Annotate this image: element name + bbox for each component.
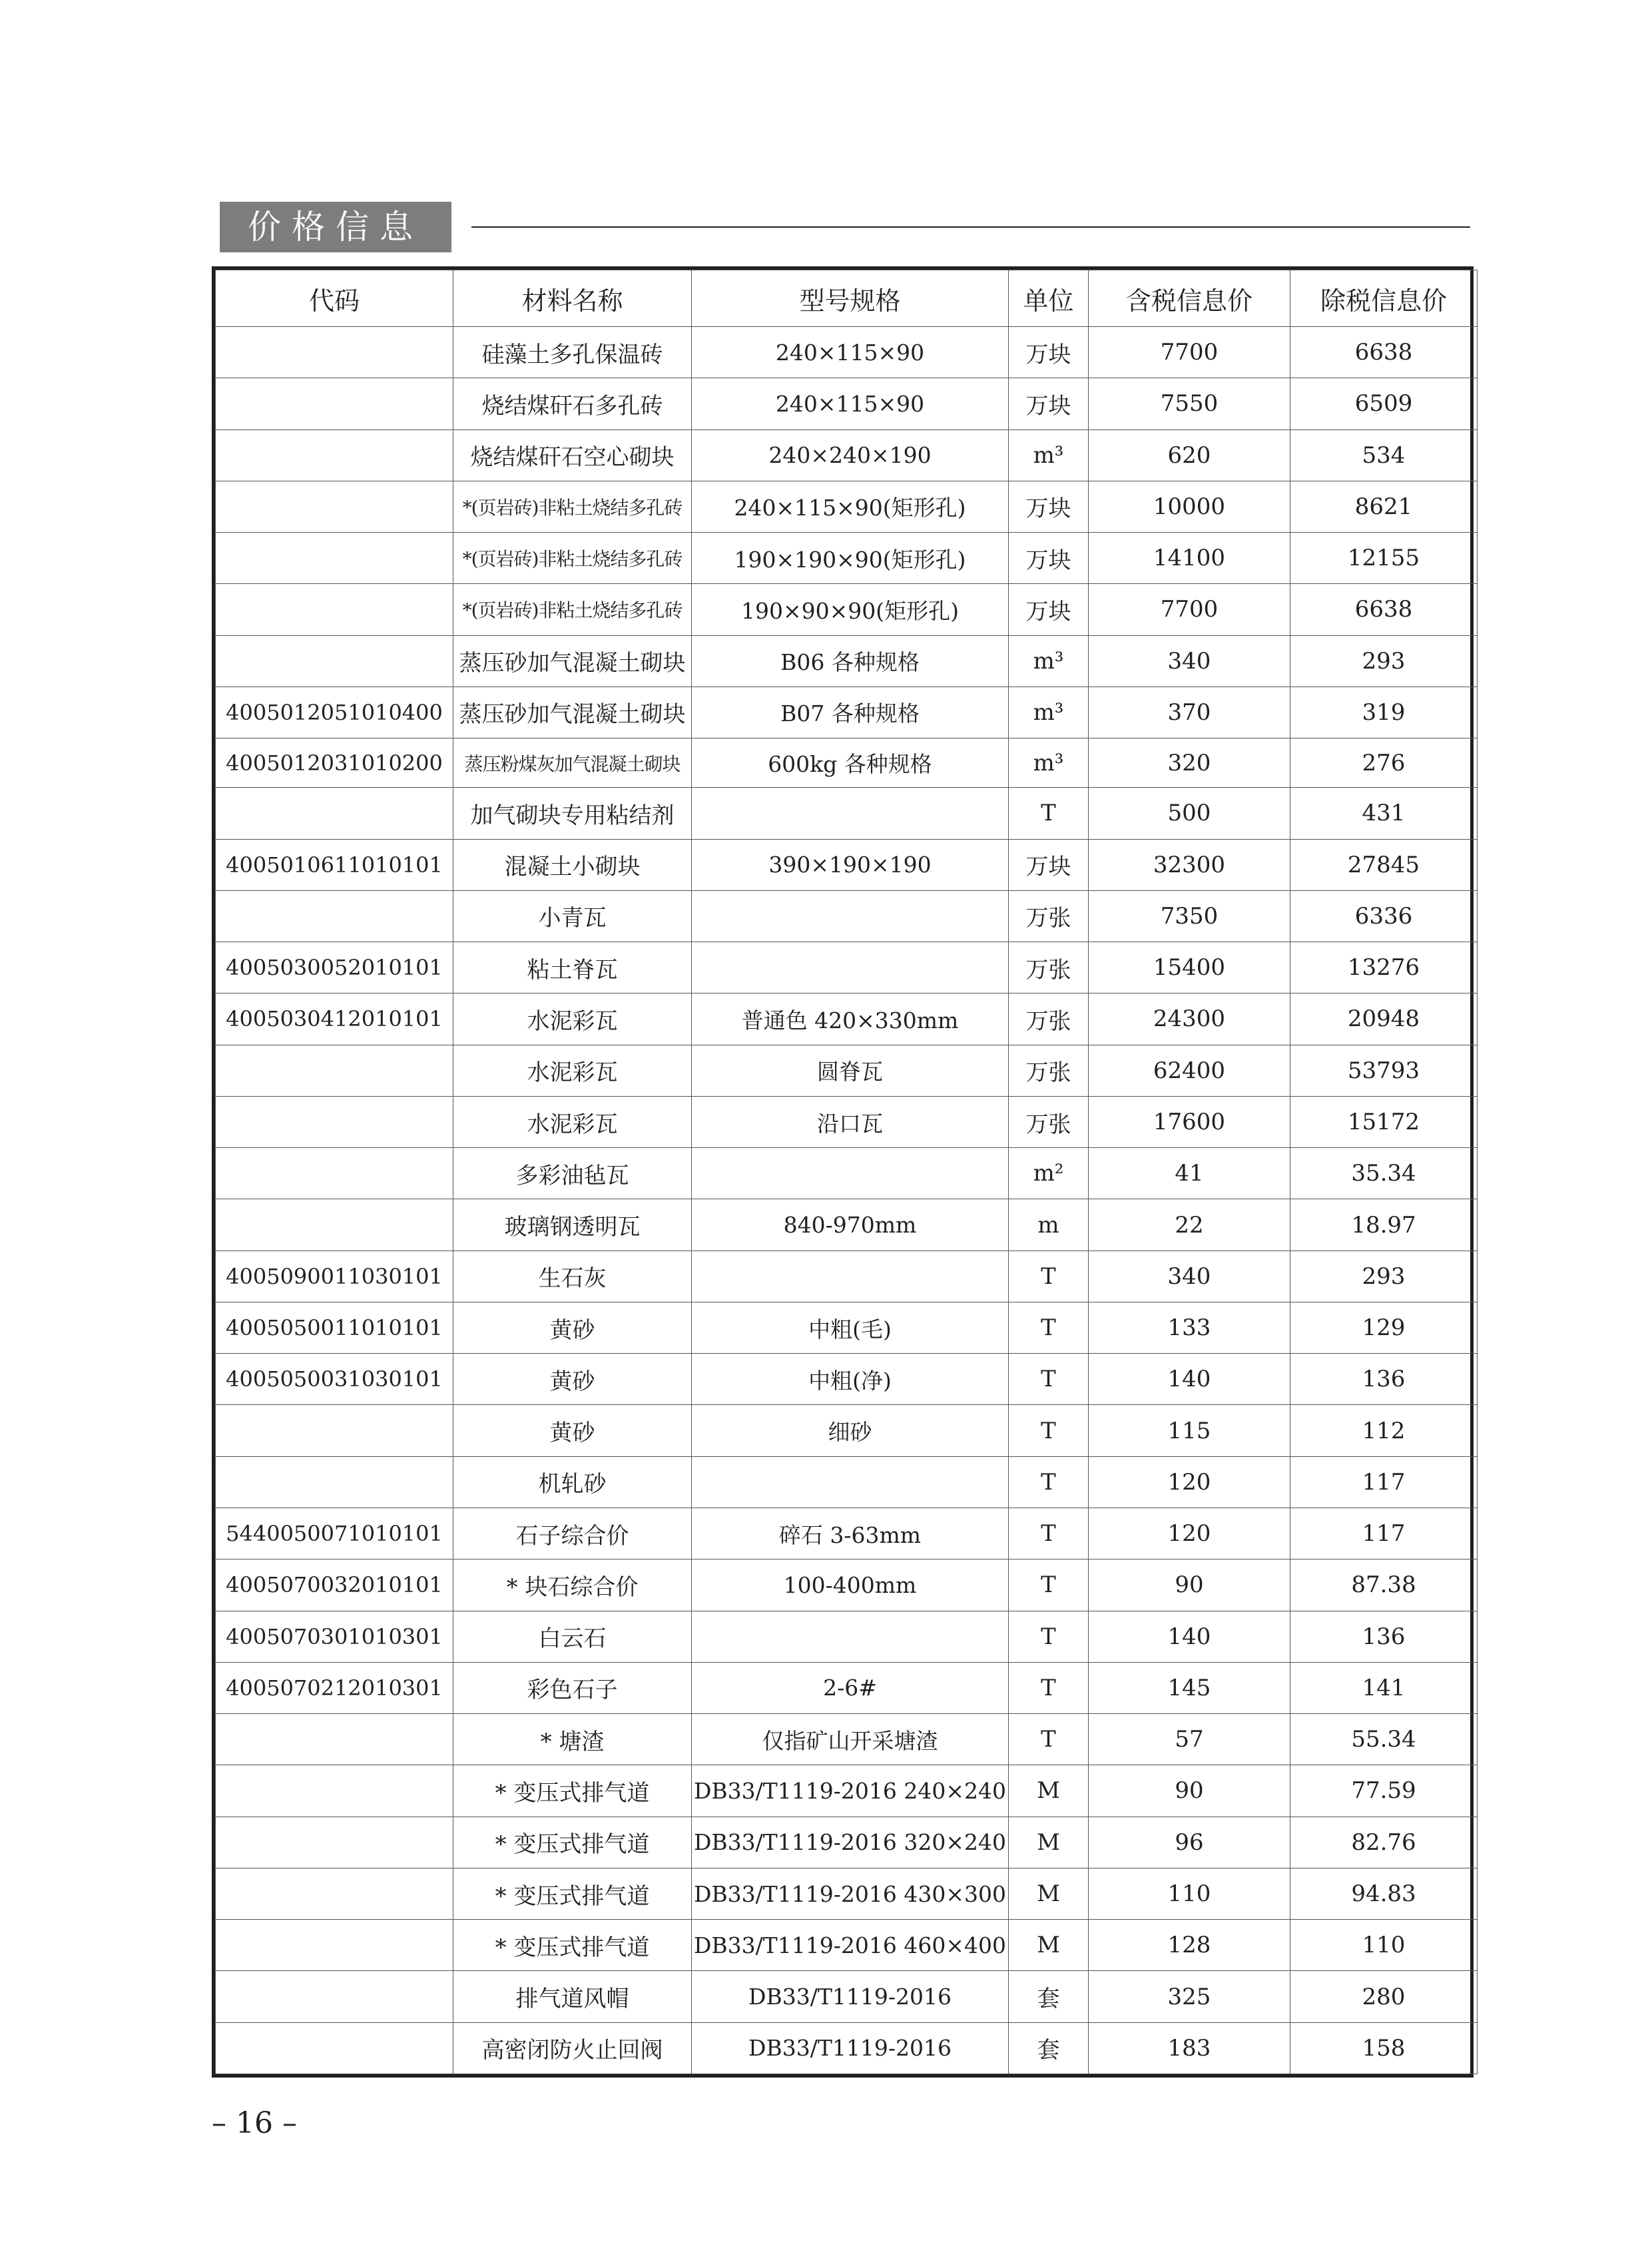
cell-tax-excluded-price: 117	[1290, 1508, 1478, 1559]
cell-unit: m³	[1009, 635, 1089, 687]
cell-unit: m³	[1009, 429, 1089, 481]
price-table	[215, 270, 1478, 2074]
cell-tax-excluded-price: 55.34	[1290, 1714, 1478, 1765]
cell-spec: 240×115×90(矩形孔)	[692, 481, 1009, 532]
cell-tax-included-price: 90	[1089, 1559, 1290, 1611]
cell-spec: DB33/T1119-2016 240×240	[692, 1765, 1009, 1817]
cell-tax-included-price: 320	[1089, 738, 1290, 788]
cell-tax-excluded-price: 6638	[1290, 327, 1478, 378]
cell-code	[216, 1817, 453, 1868]
cell-unit: m	[1009, 1199, 1089, 1251]
cell-unit: 万块	[1009, 584, 1089, 635]
cell-unit: 万块	[1009, 533, 1089, 584]
cell-material-name: 黄砂	[453, 1405, 692, 1456]
cell-material-name: * 变压式排气道	[453, 1765, 692, 1817]
cell-material-name: 排气道风帽	[453, 1971, 692, 2022]
table-row	[216, 1508, 1478, 1559]
cell-material-name: * 块石综合价	[453, 1559, 692, 1611]
header-tax-included-price: 含税信息价	[1089, 270, 1290, 327]
table-row	[216, 1251, 1478, 1302]
cell-material-name: 生石灰	[453, 1251, 692, 1302]
cell-tax-excluded-price: 293	[1290, 1251, 1478, 1302]
cell-spec	[692, 942, 1009, 993]
cell-spec: 仅指矿山开采塘渣	[692, 1714, 1009, 1765]
cell-unit: 万张	[1009, 942, 1089, 993]
cell-tax-excluded-price: 20948	[1290, 993, 1478, 1045]
cell-material-name: 高密闭防火止回阀	[453, 2022, 692, 2074]
table-row	[216, 1559, 1478, 1611]
cell-tax-excluded-price: 6336	[1290, 890, 1478, 942]
cell-material-name: * 变压式排气道	[453, 1920, 692, 1971]
cell-tax-included-price: 14100	[1089, 533, 1290, 584]
cell-tax-included-price: 10000	[1089, 481, 1290, 532]
cell-material-name: 机轧砂	[453, 1456, 692, 1508]
table-row	[216, 890, 1478, 942]
cell-tax-excluded-price: 53793	[1290, 1045, 1478, 1096]
cell-material-name: * 塘渣	[453, 1714, 692, 1765]
header-unit: 单位	[1009, 270, 1089, 327]
cell-unit: T	[1009, 1611, 1089, 1662]
table-row	[216, 839, 1478, 890]
cell-tax-included-price: 340	[1089, 1251, 1290, 1302]
cell-tax-excluded-price: 112	[1290, 1405, 1478, 1456]
cell-tax-excluded-price: 319	[1290, 687, 1478, 738]
cell-tax-included-price: 140	[1089, 1354, 1290, 1405]
cell-tax-included-price: 183	[1089, 2022, 1290, 2074]
table-row	[216, 1148, 1478, 1199]
cell-tax-excluded-price: 27845	[1290, 839, 1478, 890]
cell-tax-excluded-price: 8621	[1290, 481, 1478, 532]
cell-spec: 190×190×90(矩形孔)	[692, 533, 1009, 584]
cell-unit: T	[1009, 1354, 1089, 1405]
cell-tax-excluded-price: 136	[1290, 1611, 1478, 1662]
table-row	[216, 1868, 1478, 1919]
cell-spec	[692, 1148, 1009, 1199]
cell-material-name: * 变压式排气道	[453, 1817, 692, 1868]
cell-unit: T	[1009, 1302, 1089, 1353]
table-row	[216, 1354, 1478, 1405]
header-code: 代码	[216, 270, 453, 327]
cell-tax-included-price: 7700	[1089, 584, 1290, 635]
cell-material-name: 黄砂	[453, 1354, 692, 1405]
cell-spec: 390×190×190	[692, 839, 1009, 890]
cell-tax-included-price: 17600	[1089, 1096, 1290, 1147]
cell-tax-excluded-price: 141	[1290, 1662, 1478, 1713]
cell-tax-included-price: 325	[1089, 1971, 1290, 2022]
cell-unit: M	[1009, 1920, 1089, 1971]
cell-material-name: 小青瓦	[453, 890, 692, 942]
cell-tax-excluded-price: 280	[1290, 1971, 1478, 2022]
cell-material-name: 蒸压粉煤灰加气混凝土砌块	[453, 738, 692, 788]
cell-code: 4005090011030101	[216, 1251, 453, 1302]
cell-code	[216, 2022, 453, 2074]
cell-material-name: 混凝土小砌块	[453, 839, 692, 890]
cell-tax-excluded-price: 94.83	[1290, 1868, 1478, 1919]
cell-unit: T	[1009, 1508, 1089, 1559]
table-body	[216, 327, 1478, 2074]
cell-tax-included-price: 57	[1089, 1714, 1290, 1765]
cell-code	[216, 1971, 453, 2022]
cell-code: 4005070032010101	[216, 1559, 453, 1611]
cell-tax-excluded-price: 6509	[1290, 378, 1478, 429]
cell-code	[216, 1765, 453, 1817]
cell-spec	[692, 1611, 1009, 1662]
cell-code	[216, 1405, 453, 1456]
cell-tax-included-price: 41	[1089, 1148, 1290, 1199]
cell-unit: M	[1009, 1868, 1089, 1919]
cell-spec: 240×240×190	[692, 429, 1009, 481]
cell-tax-included-price: 120	[1089, 1508, 1290, 1559]
cell-unit: 万块	[1009, 481, 1089, 532]
cell-tax-excluded-price: 35.34	[1290, 1148, 1478, 1199]
section-header	[220, 202, 1470, 252]
cell-tax-included-price: 133	[1089, 1302, 1290, 1353]
table-row	[216, 942, 1478, 993]
table-row	[216, 429, 1478, 481]
cell-spec: 190×90×90(矩形孔)	[692, 584, 1009, 635]
cell-material-name: 黄砂	[453, 1302, 692, 1353]
cell-material-name: 蒸压砂加气混凝土砌块	[453, 687, 692, 738]
table-row	[216, 1971, 1478, 2022]
cell-tax-included-price: 7700	[1089, 327, 1290, 378]
cell-spec: 圆脊瓦	[692, 1045, 1009, 1096]
cell-code	[216, 481, 453, 532]
cell-unit: T	[1009, 1714, 1089, 1765]
cell-unit: T	[1009, 1251, 1089, 1302]
cell-tax-excluded-price: 293	[1290, 635, 1478, 687]
section-rule	[471, 226, 1470, 228]
cell-tax-included-price: 115	[1089, 1405, 1290, 1456]
table-row	[216, 1662, 1478, 1713]
cell-material-name: 水泥彩瓦	[453, 1096, 692, 1147]
cell-tax-included-price: 120	[1089, 1456, 1290, 1508]
cell-code	[216, 1199, 453, 1251]
cell-tax-included-price: 140	[1089, 1611, 1290, 1662]
cell-spec: 中粗(毛)	[692, 1302, 1009, 1353]
cell-spec: 中粗(净)	[692, 1354, 1009, 1405]
table-row	[216, 1199, 1478, 1251]
cell-spec	[692, 890, 1009, 942]
cell-tax-excluded-price: 6638	[1290, 584, 1478, 635]
cell-tax-included-price: 96	[1089, 1817, 1290, 1868]
cell-tax-excluded-price: 117	[1290, 1456, 1478, 1508]
cell-material-name: 烧结煤矸石多孔砖	[453, 378, 692, 429]
cell-code: 4005012051010400	[216, 687, 453, 738]
cell-spec: B06 各种规格	[692, 635, 1009, 687]
cell-unit: 万张	[1009, 1045, 1089, 1096]
cell-tax-included-price: 32300	[1089, 839, 1290, 890]
cell-tax-excluded-price: 129	[1290, 1302, 1478, 1353]
cell-tax-excluded-price: 13276	[1290, 942, 1478, 993]
cell-code: 4005030412010101	[216, 993, 453, 1045]
cell-code	[216, 1714, 453, 1765]
cell-material-name: 加气砌块专用粘结剂	[453, 788, 692, 839]
cell-code	[216, 1456, 453, 1508]
table-row	[216, 788, 1478, 839]
cell-unit: 万块	[1009, 378, 1089, 429]
cell-unit: 万块	[1009, 327, 1089, 378]
cell-spec	[692, 1456, 1009, 1508]
cell-spec: B07 各种规格	[692, 687, 1009, 738]
cell-material-name: 石子综合价	[453, 1508, 692, 1559]
cell-code	[216, 1045, 453, 1096]
cell-material-name: 蒸压砂加气混凝土砌块	[453, 635, 692, 687]
cell-unit: 套	[1009, 2022, 1089, 2074]
cell-tax-included-price: 24300	[1089, 993, 1290, 1045]
table-row	[216, 1045, 1478, 1096]
cell-spec: 细砂	[692, 1405, 1009, 1456]
cell-code	[216, 635, 453, 687]
table-row	[216, 738, 1478, 788]
cell-code	[216, 1868, 453, 1919]
table-row	[216, 1456, 1478, 1508]
table-row	[216, 481, 1478, 532]
table-row	[216, 2022, 1478, 2074]
cell-tax-included-price: 7550	[1089, 378, 1290, 429]
cell-unit: T	[1009, 1559, 1089, 1611]
cell-tax-included-price: 500	[1089, 788, 1290, 839]
table-row	[216, 1920, 1478, 1971]
cell-code	[216, 533, 453, 584]
cell-material-name: 彩色石子	[453, 1662, 692, 1713]
cell-unit: 万张	[1009, 1096, 1089, 1147]
cell-tax-excluded-price: 77.59	[1290, 1765, 1478, 1817]
cell-tax-excluded-price: 82.76	[1290, 1817, 1478, 1868]
cell-spec: 2-6#	[692, 1662, 1009, 1713]
cell-code: 4005050031030101	[216, 1354, 453, 1405]
cell-material-name: 白云石	[453, 1611, 692, 1662]
cell-code: 4005070212010301	[216, 1662, 453, 1713]
cell-tax-included-price: 7350	[1089, 890, 1290, 942]
table-row	[216, 378, 1478, 429]
table-row	[216, 533, 1478, 584]
header-material-name: 材料名称	[453, 270, 692, 327]
table-row	[216, 584, 1478, 635]
cell-tax-included-price: 340	[1089, 635, 1290, 687]
cell-unit: M	[1009, 1765, 1089, 1817]
cell-spec: DB33/T1119-2016 320×240	[692, 1817, 1009, 1868]
cell-tax-included-price: 128	[1089, 1920, 1290, 1971]
cell-code	[216, 1920, 453, 1971]
section-title: 价格信息	[220, 202, 451, 252]
cell-tax-excluded-price: 87.38	[1290, 1559, 1478, 1611]
cell-material-name: 粘土脊瓦	[453, 942, 692, 993]
cell-tax-included-price: 145	[1089, 1662, 1290, 1713]
cell-material-name: 玻璃钢透明瓦	[453, 1199, 692, 1251]
cell-unit: m²	[1009, 1148, 1089, 1199]
cell-unit: m³	[1009, 738, 1089, 788]
cell-spec	[692, 788, 1009, 839]
cell-unit: m³	[1009, 687, 1089, 738]
cell-tax-included-price: 15400	[1089, 942, 1290, 993]
cell-tax-excluded-price: 110	[1290, 1920, 1478, 1971]
table-header-row	[216, 270, 1478, 327]
cell-material-name: 水泥彩瓦	[453, 1045, 692, 1096]
cell-code: 4005030052010101	[216, 942, 453, 993]
table-row	[216, 1817, 1478, 1868]
cell-material-name: 水泥彩瓦	[453, 993, 692, 1045]
cell-material-name: 硅藻土多孔保温砖	[453, 327, 692, 378]
cell-spec: 240×115×90	[692, 378, 1009, 429]
cell-material-name: 烧结煤矸石空心砌块	[453, 429, 692, 481]
cell-tax-excluded-price: 15172	[1290, 1096, 1478, 1147]
cell-code: 4005012031010200	[216, 738, 453, 788]
cell-spec: 100-400mm	[692, 1559, 1009, 1611]
table-row	[216, 1611, 1478, 1662]
cell-code: 4005070301010301	[216, 1611, 453, 1662]
cell-spec: DB33/T1119-2016	[692, 2022, 1009, 2074]
cell-spec: 240×115×90	[692, 327, 1009, 378]
table-row	[216, 687, 1478, 738]
cell-spec	[692, 1251, 1009, 1302]
cell-spec: 碎石 3-63mm	[692, 1508, 1009, 1559]
cell-tax-excluded-price: 136	[1290, 1354, 1478, 1405]
cell-material-name: * 变压式排气道	[453, 1868, 692, 1919]
cell-unit: T	[1009, 1662, 1089, 1713]
cell-unit: T	[1009, 1405, 1089, 1456]
table-row	[216, 327, 1478, 378]
cell-tax-excluded-price: 276	[1290, 738, 1478, 788]
cell-tax-included-price: 90	[1089, 1765, 1290, 1817]
cell-material-name: 多彩油毡瓦	[453, 1148, 692, 1199]
cell-tax-excluded-price: 158	[1290, 2022, 1478, 2074]
cell-spec: DB33/T1119-2016 460×400	[692, 1920, 1009, 1971]
cell-spec: 840-970mm	[692, 1199, 1009, 1251]
cell-tax-included-price: 22	[1089, 1199, 1290, 1251]
cell-tax-excluded-price: 18.97	[1290, 1199, 1478, 1251]
cell-unit: T	[1009, 1456, 1089, 1508]
table-row	[216, 635, 1478, 687]
cell-material-name: *(页岩砖)非粘土烧结多孔砖	[453, 533, 692, 584]
cell-unit: 万张	[1009, 993, 1089, 1045]
cell-unit: 万块	[1009, 839, 1089, 890]
table-row	[216, 1765, 1478, 1817]
cell-tax-included-price: 370	[1089, 687, 1290, 738]
cell-code: 5440050071010101	[216, 1508, 453, 1559]
cell-code: 4005010611010101	[216, 839, 453, 890]
table-row	[216, 993, 1478, 1045]
cell-unit: 套	[1009, 1971, 1089, 2022]
cell-spec: 600kg 各种规格	[692, 738, 1009, 788]
table-row	[216, 1302, 1478, 1353]
table-row	[216, 1714, 1478, 1765]
cell-material-name: *(页岩砖)非粘土烧结多孔砖	[453, 481, 692, 532]
cell-tax-excluded-price: 12155	[1290, 533, 1478, 584]
page-number: – 16 –	[212, 2106, 297, 2140]
cell-unit: 万张	[1009, 890, 1089, 942]
cell-tax-included-price: 620	[1089, 429, 1290, 481]
header-tax-excluded-price: 除税信息价	[1290, 270, 1478, 327]
cell-spec: 沿口瓦	[692, 1096, 1009, 1147]
cell-spec: DB33/T1119-2016	[692, 1971, 1009, 2022]
cell-code	[216, 378, 453, 429]
cell-spec: 普通色 420×330mm	[692, 993, 1009, 1045]
cell-unit: T	[1009, 788, 1089, 839]
cell-tax-included-price: 110	[1089, 1868, 1290, 1919]
cell-code	[216, 584, 453, 635]
cell-code	[216, 788, 453, 839]
cell-code	[216, 1148, 453, 1199]
cell-code	[216, 1096, 453, 1147]
price-table-frame	[212, 266, 1474, 2078]
cell-code	[216, 327, 453, 378]
cell-unit: M	[1009, 1817, 1089, 1868]
cell-tax-included-price: 62400	[1089, 1045, 1290, 1096]
table-row	[216, 1096, 1478, 1147]
cell-tax-excluded-price: 534	[1290, 429, 1478, 481]
cell-tax-excluded-price: 431	[1290, 788, 1478, 839]
cell-code	[216, 890, 453, 942]
cell-code: 4005050011010101	[216, 1302, 453, 1353]
cell-material-name: *(页岩砖)非粘土烧结多孔砖	[453, 584, 692, 635]
cell-code	[216, 429, 453, 481]
header-spec: 型号规格	[692, 270, 1009, 327]
cell-spec: DB33/T1119-2016 430×300	[692, 1868, 1009, 1919]
table-row	[216, 1405, 1478, 1456]
